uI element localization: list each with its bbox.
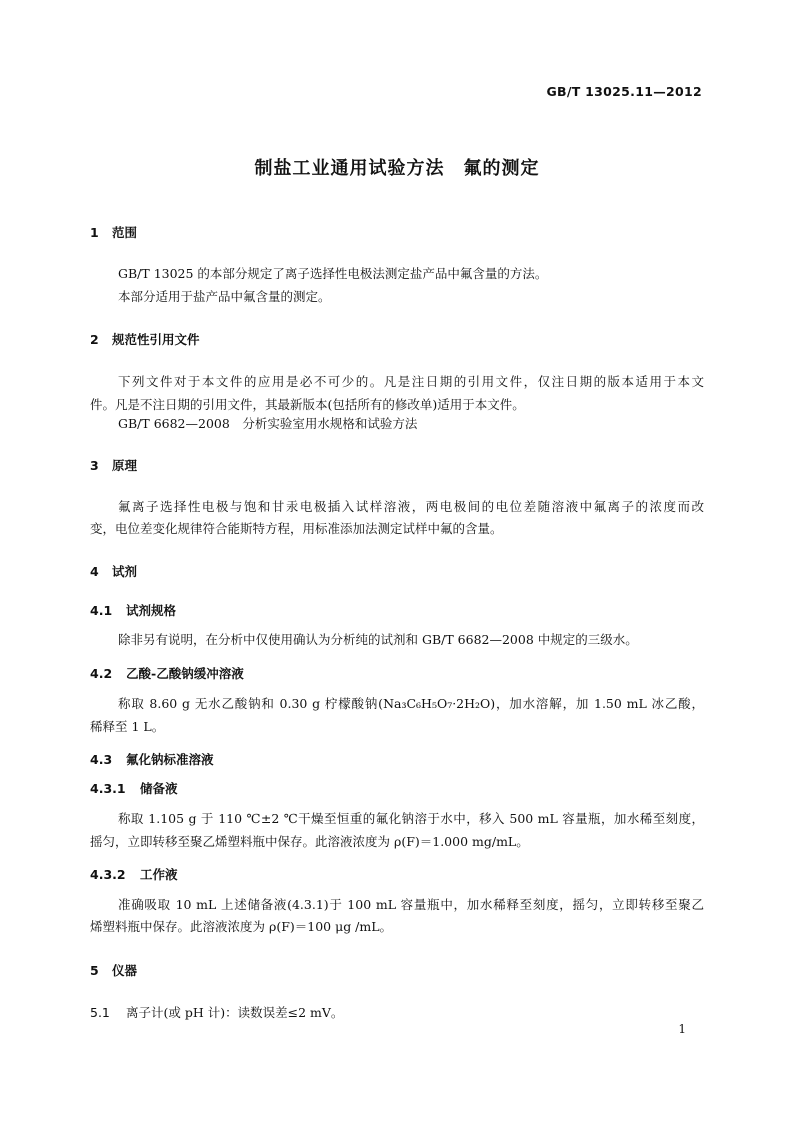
section-number: 3 bbox=[90, 458, 99, 473]
subsection-4-3-1-heading bbox=[90, 779, 178, 797]
paragraph-line: 氟离子选择性电极与饱和甘汞电极插入试样溶液，两电极间的电位差随溶液中氟离子的浓度而改 bbox=[118, 499, 704, 514]
paragraph-line: 称取 8.60 g 无水乙酸钠和 0.30 g 柠檬酸钠(Na₃C₆H₅O₇·2H₂O)，加水溶解，加 1.50 mL 冰乙酸， bbox=[118, 696, 704, 711]
section-number: 4.3 bbox=[90, 752, 113, 767]
section-number: 4.1 bbox=[90, 603, 113, 618]
section-number: 5 bbox=[90, 963, 99, 978]
section-title: 原理 bbox=[112, 458, 138, 473]
paragraph-line: 下列文件对于本文件的应用是必不可少的。凡是注日期的引用文件，仅注日期的版本适用于本文 bbox=[118, 374, 704, 389]
subsection-4-3-2-heading bbox=[90, 865, 178, 883]
paragraph-line: 准确吸取 10 mL 上述储备液(4.3.1)于 100 mL 容量瓶中，加水稀释至刻度，摇匀，立即转移至聚乙 bbox=[118, 897, 704, 912]
paragraph-line: GB/T 13025 的本部分规定了离子选择性电极法测定盐产品中氟含量的方法。 bbox=[118, 266, 548, 281]
subsection-4-1-heading bbox=[90, 601, 176, 619]
section-title: 氟化钠标准溶液 bbox=[126, 752, 214, 767]
section-title: 试剂 bbox=[112, 564, 138, 579]
section-title: 范围 bbox=[112, 225, 138, 240]
document-title: 制盐工业通用试验方法 氟的测定 bbox=[254, 158, 540, 179]
section-number: 2 bbox=[90, 332, 99, 347]
paragraph-line: 变，电位差变化规律符合能斯特方程，用标准添加法测定试样中氟的含量。 bbox=[90, 521, 503, 536]
paragraph-line: 称取 1.105 g 于 110 ℃±2 ℃干燥至恒重的氟化钠溶于水中，移入 500 mL 容量瓶，加水稀至刻度， bbox=[118, 811, 704, 826]
section-4-heading bbox=[90, 562, 137, 580]
paragraph-line: 件。凡是不注日期的引用文件，其最新版本(包括所有的修改单)适用于本文件。 bbox=[90, 397, 525, 412]
section-1-heading bbox=[90, 223, 137, 241]
section-title: 规范性引用文件 bbox=[112, 332, 200, 347]
section-title: 乙酸-乙酸钠缓冲溶液 bbox=[126, 666, 244, 681]
paragraph-line: 稀释至 1 L。 bbox=[90, 719, 165, 734]
paragraph-line: 除非另有说明，在分析中仅使用确认为分析纯的试剂和 GB/T 6682—2008 中规定的三级水。 bbox=[118, 632, 638, 647]
section-number: 4 bbox=[90, 564, 99, 579]
section-number: 4.2 bbox=[90, 666, 113, 681]
paragraph-line: 本部分适用于盐产品中氟含量的测定。 bbox=[118, 289, 331, 304]
section-5-heading bbox=[90, 961, 137, 979]
section-number: 4.3.2 bbox=[90, 867, 126, 882]
reference-item: GB/T 6682—2008 分析实验室用水规格和试验方法 bbox=[118, 416, 418, 431]
section-title: 仪器 bbox=[112, 963, 138, 978]
paragraph-line: 烯塑料瓶中保存。此溶液浓度为 ρ(F)＝100 μg /mL。 bbox=[90, 919, 393, 934]
section-number: 5.1 bbox=[90, 1005, 110, 1020]
page-number: 1 bbox=[678, 1022, 686, 1036]
section-title: 储备液 bbox=[140, 781, 178, 796]
subsection-4-3-heading bbox=[90, 750, 214, 768]
subsection-4-2-heading bbox=[90, 664, 244, 682]
paragraph-line: 摇匀，立即转移至聚乙烯塑料瓶中保存。此溶液浓度为 ρ(F)＝1.000 mg/mL。 bbox=[90, 834, 529, 849]
section-number: 1 bbox=[90, 225, 99, 240]
section-2-heading bbox=[90, 330, 200, 348]
section-3-heading bbox=[90, 456, 137, 474]
standard-number: GB/T 13025.11—2012 bbox=[546, 84, 702, 99]
section-number: 4.3.1 bbox=[90, 781, 126, 796]
instrument-item: 离子计(或 pH 计)：读数误差≤2 mV。 bbox=[126, 1005, 344, 1020]
section-title: 工作液 bbox=[140, 867, 178, 882]
section-title: 试剂规格 bbox=[126, 603, 177, 618]
subsection-5-1 bbox=[90, 1003, 343, 1021]
